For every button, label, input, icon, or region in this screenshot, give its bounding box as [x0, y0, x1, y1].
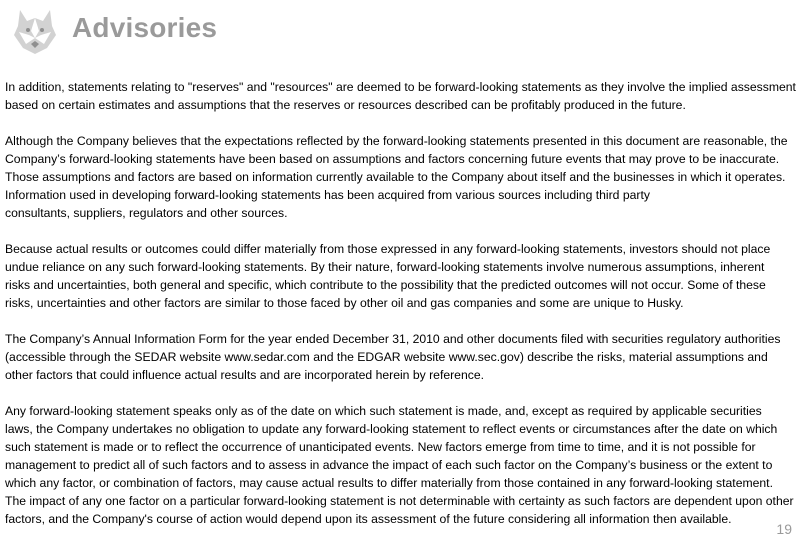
text-line: The impact of any one factor on a particular forward-looking statement is not determinable with certainty as such factors are dependent upon other	[5, 494, 794, 508]
text-line: In addition, statements relating to "reserves" and "resources" are deemed to be forward-looking statements as they involve the implied assessment	[5, 80, 796, 94]
page-title: Advisories	[72, 12, 218, 43]
text-line: laws, the Company undertakes no obligation to update any forward-looking statement to reflect events or circumstances after the date on which	[5, 422, 778, 436]
text-line: factors, and the Company's course of action would depend upon its assessment of the future considering all information then available.	[5, 512, 732, 526]
text-line: Those assumptions and factors are based on information currently available to the Company about itself and the businesses in which it operates.	[5, 170, 786, 184]
text-line: which any factor, or combination of factors, may cause actual results to differ materially from those contained in any forward-looking statement.	[5, 476, 773, 490]
text-line: risks and uncertainties, both general and specific, which contribute to the possibility that the predicted outcomes will not occur. Some of these	[5, 278, 766, 292]
text-line: such statement is made or to reflect the occurrence of unanticipated events. New factors emerge from time to time, and it is not possible for	[5, 440, 756, 454]
text-line: Because actual results or outcomes could differ materially from those expressed in any forward-looking statements, investors should not place	[5, 242, 771, 256]
text-line: Information used in developing forward-looking statements has been acquired from various sources including third party	[5, 188, 650, 202]
paragraph-reserves	[5, 78, 795, 114]
text-line: The Company’s Annual Information Form for the year ended December 31, 2010 and other documents filed with securities regulatory authorities	[5, 332, 781, 346]
paragraph-annual-information-form	[5, 330, 795, 384]
text-line: Any forward-looking statement speaks only as of the date on which such statement is made, and, except as required by applicable securities	[5, 404, 762, 418]
text-line: Although the Company believes that the expectations reflected by the forward-looking statements presented in this document are reasonable, the	[5, 134, 788, 148]
text-line: risks, uncertainties and other factors are similar to those faced by other oil and gas companies and some are unique to Husky.	[5, 296, 684, 310]
text-line: Company’s forward-looking statements have been based on assumptions and factors concerning future events that may prove to be inaccurate.	[5, 152, 780, 166]
husky-logo-icon	[12, 8, 58, 56]
text-line: based on certain estimates and assumptions that the reserves or resources described can be profitably produced in the future.	[5, 98, 686, 112]
text-line: management to predict all of such factors and to assess in advance the impact of each such factor on the Company’s business or the extent to	[5, 458, 773, 472]
paragraph-actual-results	[5, 240, 795, 312]
text-line: (accessible through the SEDAR website www.sedar.com and the EDGAR website www.sec.gov) describe the risks, material assumptions and	[5, 350, 768, 364]
advisory-body	[5, 78, 795, 546]
text-line: other factors that could influence actual results and are incorporated herein by reference.	[5, 368, 484, 382]
paragraph-forward-looking-statement	[5, 402, 795, 528]
page-number: 19	[776, 521, 792, 537]
paragraph-expectations	[5, 132, 795, 222]
text-line: undue reliance on any such forward-looking statements. By their nature, forward-looking statements involve numerous assumptions, inherent	[5, 260, 765, 274]
text-line: consultants, suppliers, regulators and other sources.	[5, 206, 288, 220]
